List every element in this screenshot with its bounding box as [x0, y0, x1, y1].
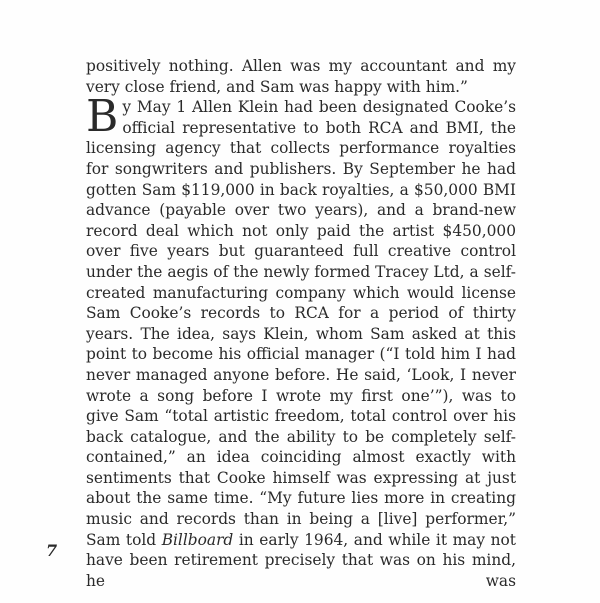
- paragraph-main-text-2: in early 1964, and while it may not have been retirement precisely that was on his mind, he was: [86, 530, 516, 590]
- paragraph-continuation: positively nothing. Allen was my accountant and my very close friend, and Sam was happy with him.”: [86, 57, 516, 96]
- drop-cap: B: [86, 91, 119, 143]
- page-number: 7: [46, 541, 58, 560]
- publication-title: Billboard: [161, 530, 234, 549]
- text-column: [86, 56, 516, 591]
- paragraph-main: [86, 91, 516, 591]
- paragraph-main-text-1: y May 1 Allen Klein had been designated Cooke’s official representative to both RCA and BMI, the licensing agency that collects performance royalties for songwriters and publishers. By September he had gotten Sam $119,000 in back royalties, a $50,000 BMI advance (payable over two years), and a brand-new record deal which not only paid the artist $450,000 over five years but guaranteed full creative control under the aegis of the newly formed Tracey Ltd, a self-created manufacturing company which would license Sam Cooke’s records to RCA for a period of thirty years. The idea, says Klein, whom Sam asked at this point to become his official manager (“I told him I had never managed anyone before. He said, ‘Look, I never wrote a song before I wrote my first one’”), was to give Sam “total artistic freedom, total control over his back catalogue, and the ability to be completely self-contained,” an idea coinciding almost exactly with sentiments that Cooke himself was expressing at just about the same time. “My future lies more in creating music and records than in being a [live] performer,” Sam told: [86, 98, 516, 549]
